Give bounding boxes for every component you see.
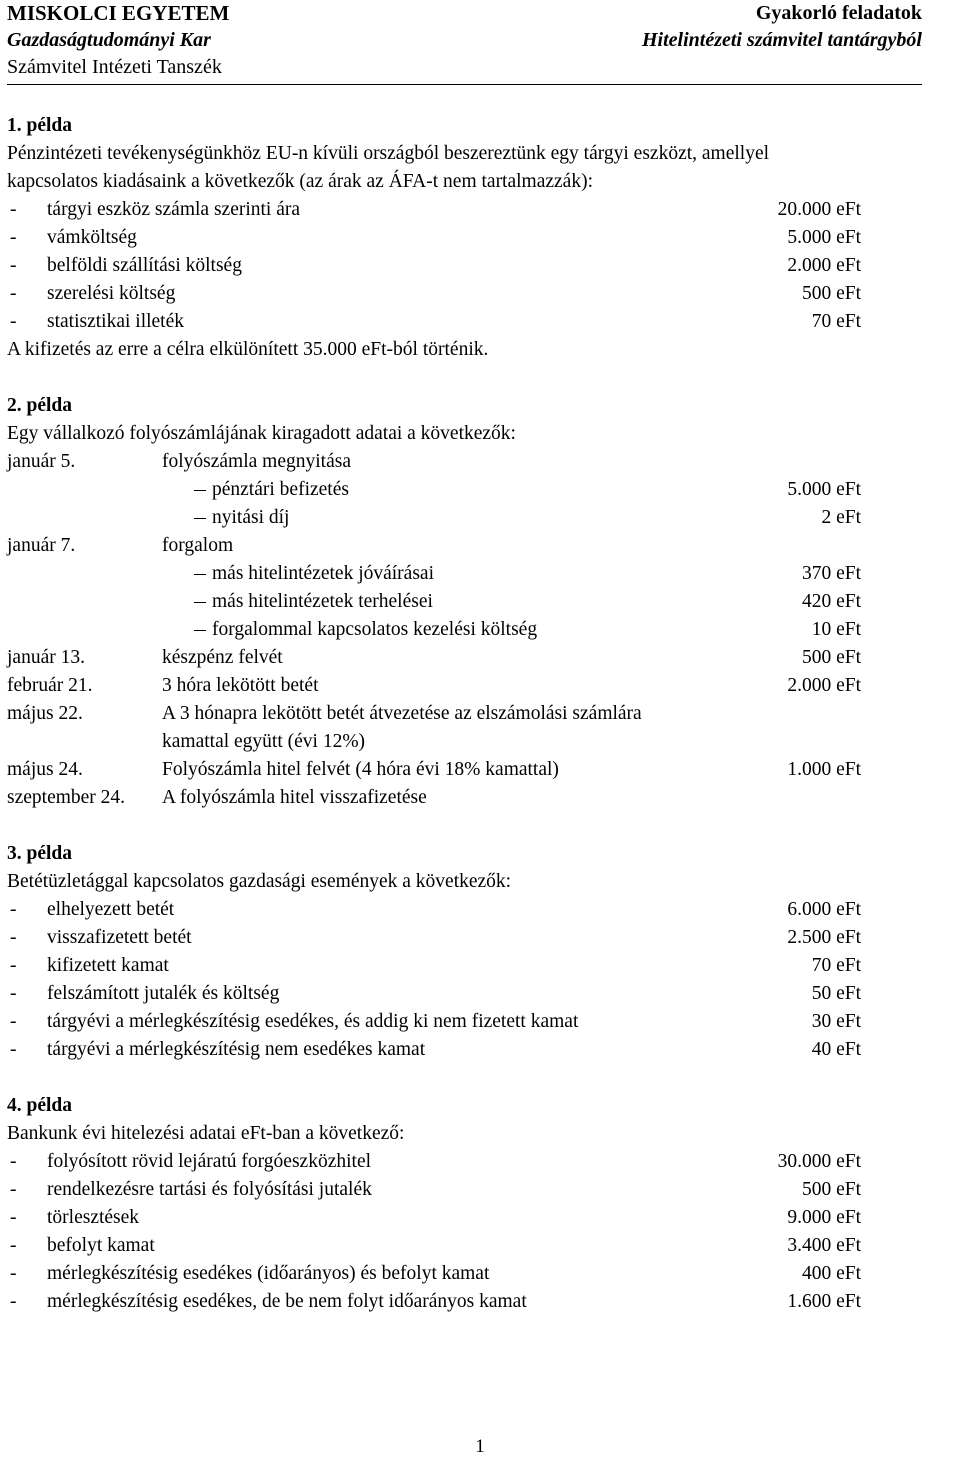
item-amount: 9.000 eFt: [787, 1207, 861, 1228]
example-1-closing: A kifizetés az erre a célra elkülönített 35.000 eFt-ból történik.: [7, 339, 489, 360]
example-3-intro: Betétüzletággal kapcsolatos gazdasági események a következők:: [7, 871, 512, 892]
item-label: statisztikai illeték: [47, 311, 185, 332]
document-body: [7, 112, 861, 1316]
list-item: [7, 952, 861, 980]
list-dash: -: [10, 927, 17, 948]
entry-text: folyószámla megnyitása: [162, 451, 351, 472]
list-item: [7, 980, 861, 1008]
list-dash: -: [10, 1263, 17, 1284]
sub-item: [7, 504, 861, 532]
example-2-intro: Egy vállalkozó folyószámlájának kiragadott adatai a következők:: [7, 423, 516, 444]
item-label: felszámított jutalék és költség: [47, 983, 280, 1004]
entry-jan-7-sub-list: [7, 560, 861, 644]
list-item: [7, 1148, 861, 1176]
entry-date: január 7.: [7, 535, 76, 556]
item-amount: 50 eFt: [811, 983, 861, 1004]
sub-item-label: pénztári befizetés: [212, 479, 349, 500]
item-label: tárgyi eszköz számla szerinti ára: [47, 199, 301, 220]
entry-may-22: [7, 700, 861, 728]
header-row-2: [7, 27, 922, 54]
list-dash: -: [10, 311, 17, 332]
entry-jan-13: [7, 644, 861, 672]
list-dash: -: [10, 1151, 17, 1172]
sub-item-label: más hitelintézetek terhelései: [212, 591, 433, 612]
list-item: [7, 896, 861, 924]
entry-feb-21: [7, 672, 861, 700]
entry-jan-5: [7, 448, 861, 476]
entry-date: január 5.: [7, 451, 76, 472]
sub-item: [7, 560, 861, 588]
document-type: Gyakorló feladatok: [755, 2, 922, 24]
item-label: belföldi szállítási költség: [47, 255, 242, 276]
item-amount: 3.400 eFt: [787, 1235, 861, 1256]
item-label: szerelési költség: [47, 283, 176, 304]
list-dash: -: [10, 199, 17, 220]
item-label: visszafizetett betét: [47, 927, 192, 948]
item-amount: 30 eFt: [811, 1011, 861, 1032]
item-label: tárgyévi a mérlegkészítésig esedékes, és addig ki nem fizetett kamat: [47, 1011, 579, 1032]
entry-date: szeptember 24.: [7, 787, 126, 808]
list-dash: -: [10, 983, 17, 1004]
entry-date: február 21.: [7, 675, 93, 696]
list-dash: -: [10, 1039, 17, 1060]
item-label: elhelyezett betét: [47, 899, 175, 920]
dash-marker: [162, 588, 204, 616]
faculty-name: Gazdaságtudományi Kar: [7, 29, 211, 51]
header-divider: [7, 84, 922, 85]
item-amount: 2.500 eFt: [787, 927, 861, 948]
entry-may-22-continued: [7, 728, 861, 756]
list-dash: -: [10, 255, 17, 276]
sub-item: [7, 616, 861, 644]
list-dash: -: [10, 1291, 17, 1312]
item-amount: 500 eFt: [801, 283, 861, 304]
sub-item-label: más hitelintézetek jóváírásai: [212, 563, 434, 584]
sub-item-amount: 370 eFt: [801, 563, 861, 584]
entry-text: A folyószámla hitel visszafizetése: [162, 787, 427, 808]
item-amount: 40 eFt: [811, 1039, 861, 1060]
item-amount: 5.000 eFt: [787, 227, 861, 248]
list-item: [7, 196, 861, 224]
entry-text: készpénz felvét: [162, 647, 283, 668]
department-name: Számvitel Intézeti Tanszék: [7, 56, 222, 78]
dash-marker: [162, 560, 204, 588]
sub-item: [7, 476, 861, 504]
entry-date: május 22.: [7, 703, 83, 724]
item-label: tárgyévi a mérlegkészítésig nem esedékes kamat: [47, 1039, 426, 1060]
entry-text: forgalom: [162, 535, 234, 556]
item-label: befolyt kamat: [47, 1235, 155, 1256]
sub-item-amount: 420 eFt: [801, 591, 861, 612]
example-1-title: 1. példa: [7, 115, 73, 136]
list-item: [7, 1204, 861, 1232]
example-3-title: 3. példa: [7, 843, 73, 864]
list-item: [7, 280, 861, 308]
example-4-title: 4. példa: [7, 1095, 73, 1116]
header-row-1: [7, 0, 922, 27]
list-dash: -: [10, 1179, 17, 1200]
list-item: [7, 1036, 861, 1064]
item-label: mérlegkészítésig esedékes, de be nem folyt időarányos kamat: [47, 1291, 527, 1312]
page-header: [7, 0, 922, 81]
list-item: [7, 1008, 861, 1036]
list-dash: -: [10, 1207, 17, 1228]
item-label: folyósított rövid lejáratú forgóeszközhitel: [47, 1151, 372, 1172]
entry-text: 3 hóra lekötött betét: [162, 675, 319, 696]
dash-marker: [162, 504, 204, 532]
entry-amount: 500 eFt: [801, 647, 861, 668]
item-amount: 70 eFt: [811, 311, 861, 332]
item-amount: 6.000 eFt: [787, 899, 861, 920]
entry-jan-5-sub-list: [7, 476, 861, 532]
list-dash: -: [10, 955, 17, 976]
item-amount: 400 eFt: [801, 1263, 861, 1284]
university-name: MISKOLCI EGYETEM: [7, 1, 230, 25]
sub-item-label: nyitási díj: [212, 507, 290, 528]
example-1-item-list: [7, 196, 861, 336]
entry-may-24: [7, 756, 861, 784]
list-item: [7, 308, 861, 336]
example-4-item-list: [7, 1148, 861, 1316]
sub-item-label: forgalommal kapcsolatos kezelési költség: [212, 619, 538, 640]
item-amount: 500 eFt: [801, 1179, 861, 1200]
entry-text: kamattal együtt (évi 12%): [162, 731, 366, 752]
entry-amount: 2.000 eFt: [787, 675, 861, 696]
dash-marker: [162, 616, 204, 644]
item-label: rendelkezésre tartási és folyósítási jutalék: [47, 1179, 372, 1200]
item-label: mérlegkészítésig esedékes (időarányos) és befolyt kamat: [47, 1263, 490, 1284]
item-amount: 70 eFt: [811, 955, 861, 976]
list-item: [7, 1232, 861, 1260]
example-2-title: 2. példa: [7, 395, 73, 416]
sub-item-amount: 5.000 eFt: [787, 479, 861, 500]
item-amount: 2.000 eFt: [787, 255, 861, 276]
page-number: 1: [475, 1436, 485, 1457]
entry-text: A 3 hónapra lekötött betét átvezetése az elszámolási számlára: [162, 703, 642, 724]
sub-item-amount: 10 eFt: [811, 619, 861, 640]
entry-sep-24: [7, 784, 861, 812]
example-1-intro-line-1: Pénzintézeti tevékenységünkhöz EU-n kívüli országból beszereztünk egy tárgyi eszközt, amellyel: [7, 143, 770, 164]
item-label: vámköltség: [47, 227, 137, 248]
item-amount: 30.000 eFt: [777, 1151, 861, 1172]
example-3-item-list: [7, 896, 861, 1064]
entry-amount: 1.000 eFt: [787, 759, 861, 780]
list-item: [7, 1176, 861, 1204]
entry-text: Folyószámla hitel felvét (4 hóra évi 18% kamattal): [162, 759, 559, 780]
list-dash: -: [10, 899, 17, 920]
list-item: [7, 924, 861, 952]
list-dash: -: [10, 1235, 17, 1256]
sub-item-amount: 2 eFt: [821, 507, 861, 528]
list-item: [7, 1288, 861, 1316]
dash-marker: [162, 476, 204, 504]
example-4-intro: Bankunk évi hitelezési adatai eFt-ban a következő:: [7, 1123, 405, 1144]
list-dash: -: [10, 1011, 17, 1032]
sub-item: [7, 588, 861, 616]
list-item: [7, 224, 861, 252]
entry-date: május 24.: [7, 759, 83, 780]
entry-jan-7: [7, 532, 861, 560]
item-label: kifizetett kamat: [47, 955, 169, 976]
item-amount: 1.600 eFt: [787, 1291, 861, 1312]
list-item: [7, 1260, 861, 1288]
list-dash: -: [10, 283, 17, 304]
entry-date: január 13.: [7, 647, 85, 668]
list-dash: -: [10, 227, 17, 248]
item-amount: 20.000 eFt: [777, 199, 861, 220]
item-label: törlesztések: [47, 1207, 140, 1228]
course-name: Hitelintézeti számvitel tantárgyból: [642, 29, 922, 51]
list-item: [7, 252, 861, 280]
example-1-intro-line-2: kapcsolatos kiadásaink a következők (az árak az ÁFA-t nem tartalmazzák):: [7, 171, 593, 192]
header-row-3: [7, 54, 922, 81]
